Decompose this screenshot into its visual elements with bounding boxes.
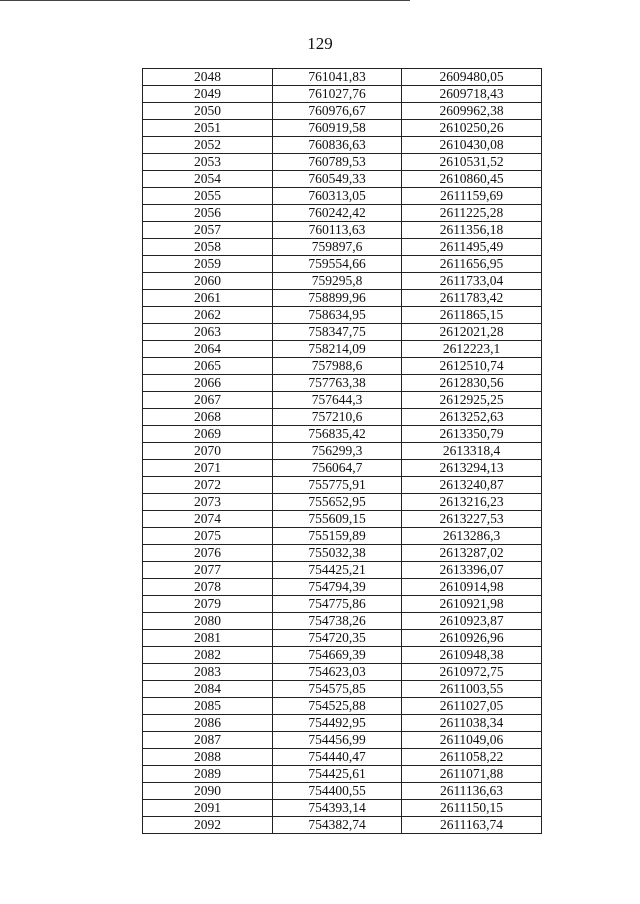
point-number-cell: 2075	[143, 528, 273, 545]
y-coordinate-cell: 2609480,05	[402, 69, 542, 86]
x-coordinate-cell: 759897,6	[273, 239, 402, 256]
top-rule	[0, 0, 410, 1]
y-coordinate-cell: 2611003,55	[402, 681, 542, 698]
point-number-cell: 2053	[143, 154, 273, 171]
y-coordinate-cell: 2611038,34	[402, 715, 542, 732]
point-number-cell: 2070	[143, 443, 273, 460]
y-coordinate-cell: 2613240,87	[402, 477, 542, 494]
table-row	[143, 715, 542, 732]
y-coordinate-cell: 2609718,43	[402, 86, 542, 103]
point-number-cell: 2086	[143, 715, 273, 732]
table-row	[143, 69, 542, 86]
table-row	[143, 137, 542, 154]
x-coordinate-cell: 760789,53	[273, 154, 402, 171]
coordinates-table	[142, 68, 542, 834]
x-coordinate-cell: 756835,42	[273, 426, 402, 443]
table-row	[143, 800, 542, 817]
x-coordinate-cell: 754382,74	[273, 817, 402, 834]
point-number-cell: 2060	[143, 273, 273, 290]
table-row	[143, 817, 542, 834]
point-number-cell: 2089	[143, 766, 273, 783]
y-coordinate-cell: 2610948,38	[402, 647, 542, 664]
table-row	[143, 154, 542, 171]
point-number-cell: 2050	[143, 103, 273, 120]
y-coordinate-cell: 2613287,02	[402, 545, 542, 562]
x-coordinate-cell: 754669,39	[273, 647, 402, 664]
table-row	[143, 647, 542, 664]
y-coordinate-cell: 2613252,63	[402, 409, 542, 426]
table-row	[143, 392, 542, 409]
table-row	[143, 273, 542, 290]
x-coordinate-cell: 754575,85	[273, 681, 402, 698]
point-number-cell: 2084	[143, 681, 273, 698]
table-row	[143, 256, 542, 273]
y-coordinate-cell: 2611150,15	[402, 800, 542, 817]
table-row	[143, 698, 542, 715]
y-coordinate-cell: 2612223,1	[402, 341, 542, 358]
y-coordinate-cell: 2611027,05	[402, 698, 542, 715]
point-number-cell: 2091	[143, 800, 273, 817]
point-number-cell: 2063	[143, 324, 273, 341]
y-coordinate-cell: 2610914,98	[402, 579, 542, 596]
x-coordinate-cell: 760549,33	[273, 171, 402, 188]
point-number-cell: 2088	[143, 749, 273, 766]
point-number-cell: 2052	[143, 137, 273, 154]
table-row	[143, 664, 542, 681]
point-number-cell: 2068	[143, 409, 273, 426]
x-coordinate-cell: 758214,09	[273, 341, 402, 358]
point-number-cell: 2087	[143, 732, 273, 749]
x-coordinate-cell: 754440,47	[273, 749, 402, 766]
y-coordinate-cell: 2611865,15	[402, 307, 542, 324]
y-coordinate-cell: 2612925,25	[402, 392, 542, 409]
point-number-cell: 2080	[143, 613, 273, 630]
point-number-cell: 2077	[143, 562, 273, 579]
table-row	[143, 460, 542, 477]
y-coordinate-cell: 2611783,42	[402, 290, 542, 307]
y-coordinate-cell: 2611071,88	[402, 766, 542, 783]
table-row	[143, 579, 542, 596]
x-coordinate-cell: 754794,39	[273, 579, 402, 596]
point-number-cell: 2079	[143, 596, 273, 613]
x-coordinate-cell: 755032,38	[273, 545, 402, 562]
point-number-cell: 2074	[143, 511, 273, 528]
x-coordinate-cell: 756299,3	[273, 443, 402, 460]
y-coordinate-cell: 2613294,13	[402, 460, 542, 477]
x-coordinate-cell: 757763,38	[273, 375, 402, 392]
y-coordinate-cell: 2613318,4	[402, 443, 542, 460]
x-coordinate-cell: 754738,26	[273, 613, 402, 630]
page-number: 129	[307, 34, 333, 53]
table-row	[143, 290, 542, 307]
table-row	[143, 120, 542, 137]
point-number-cell: 2081	[143, 630, 273, 647]
x-coordinate-cell: 759295,8	[273, 273, 402, 290]
table-row	[143, 545, 542, 562]
point-number-cell: 2061	[143, 290, 273, 307]
x-coordinate-cell: 760976,67	[273, 103, 402, 120]
point-number-cell: 2064	[143, 341, 273, 358]
table-row	[143, 239, 542, 256]
x-coordinate-cell: 760836,63	[273, 137, 402, 154]
x-coordinate-cell: 754492,95	[273, 715, 402, 732]
table-row	[143, 766, 542, 783]
table-row	[143, 511, 542, 528]
x-coordinate-cell: 754400,55	[273, 783, 402, 800]
y-coordinate-cell: 2611225,28	[402, 205, 542, 222]
y-coordinate-cell: 2611058,22	[402, 749, 542, 766]
y-coordinate-cell: 2611495,49	[402, 239, 542, 256]
y-coordinate-cell: 2610531,52	[402, 154, 542, 171]
table-row	[143, 103, 542, 120]
table-row	[143, 324, 542, 341]
x-coordinate-cell: 757988,6	[273, 358, 402, 375]
table-row	[143, 341, 542, 358]
x-coordinate-cell: 760313,05	[273, 188, 402, 205]
y-coordinate-cell: 2612830,56	[402, 375, 542, 392]
table-body	[143, 69, 542, 834]
table-row	[143, 222, 542, 239]
y-coordinate-cell: 2612021,28	[402, 324, 542, 341]
point-number-cell: 2051	[143, 120, 273, 137]
x-coordinate-cell: 754525,88	[273, 698, 402, 715]
table-row	[143, 596, 542, 613]
y-coordinate-cell: 2611356,18	[402, 222, 542, 239]
point-number-cell: 2056	[143, 205, 273, 222]
y-coordinate-cell: 2610926,96	[402, 630, 542, 647]
x-coordinate-cell: 755652,95	[273, 494, 402, 511]
table-row	[143, 171, 542, 188]
y-coordinate-cell: 2610250,26	[402, 120, 542, 137]
y-coordinate-cell: 2611136,63	[402, 783, 542, 800]
point-number-cell: 2057	[143, 222, 273, 239]
table-row	[143, 307, 542, 324]
x-coordinate-cell: 755775,91	[273, 477, 402, 494]
x-coordinate-cell: 756064,7	[273, 460, 402, 477]
table-row	[143, 562, 542, 579]
y-coordinate-cell: 2611159,69	[402, 188, 542, 205]
table-row	[143, 630, 542, 647]
table-row	[143, 613, 542, 630]
point-number-cell: 2072	[143, 477, 273, 494]
x-coordinate-cell: 758634,95	[273, 307, 402, 324]
table-row	[143, 426, 542, 443]
x-coordinate-cell: 755609,15	[273, 511, 402, 528]
point-number-cell: 2092	[143, 817, 273, 834]
table-row	[143, 477, 542, 494]
y-coordinate-cell: 2613350,79	[402, 426, 542, 443]
point-number-cell: 2085	[143, 698, 273, 715]
point-number-cell: 2073	[143, 494, 273, 511]
point-number-cell: 2059	[143, 256, 273, 273]
y-coordinate-cell: 2610430,08	[402, 137, 542, 154]
y-coordinate-cell: 2610923,87	[402, 613, 542, 630]
x-coordinate-cell: 754425,21	[273, 562, 402, 579]
y-coordinate-cell: 2611656,95	[402, 256, 542, 273]
table-row	[143, 443, 542, 460]
x-coordinate-cell: 757644,3	[273, 392, 402, 409]
point-number-cell: 2062	[143, 307, 273, 324]
point-number-cell: 2082	[143, 647, 273, 664]
point-number-cell: 2058	[143, 239, 273, 256]
x-coordinate-cell: 755159,89	[273, 528, 402, 545]
table-row	[143, 86, 542, 103]
point-number-cell: 2067	[143, 392, 273, 409]
table-row	[143, 783, 542, 800]
point-number-cell: 2090	[143, 783, 273, 800]
point-number-cell: 2065	[143, 358, 273, 375]
table-row	[143, 188, 542, 205]
point-number-cell: 2069	[143, 426, 273, 443]
point-number-cell: 2083	[143, 664, 273, 681]
y-coordinate-cell: 2609962,38	[402, 103, 542, 120]
x-coordinate-cell: 760113,63	[273, 222, 402, 239]
point-number-cell: 2078	[143, 579, 273, 596]
y-coordinate-cell: 2613227,53	[402, 511, 542, 528]
point-number-cell: 2076	[143, 545, 273, 562]
x-coordinate-cell: 754425,61	[273, 766, 402, 783]
x-coordinate-cell: 760919,58	[273, 120, 402, 137]
point-number-cell: 2055	[143, 188, 273, 205]
x-coordinate-cell: 759554,66	[273, 256, 402, 273]
table-row	[143, 732, 542, 749]
point-number-cell: 2071	[143, 460, 273, 477]
table-row	[143, 375, 542, 392]
y-coordinate-cell: 2610921,98	[402, 596, 542, 613]
table-row	[143, 749, 542, 766]
y-coordinate-cell: 2613396,07	[402, 562, 542, 579]
x-coordinate-cell: 754720,35	[273, 630, 402, 647]
x-coordinate-cell: 758347,75	[273, 324, 402, 341]
point-number-cell: 2049	[143, 86, 273, 103]
y-coordinate-cell: 2611163,74	[402, 817, 542, 834]
x-coordinate-cell: 758899,96	[273, 290, 402, 307]
y-coordinate-cell: 2611049,06	[402, 732, 542, 749]
y-coordinate-cell: 2610860,45	[402, 171, 542, 188]
y-coordinate-cell: 2610972,75	[402, 664, 542, 681]
point-number-cell: 2054	[143, 171, 273, 188]
x-coordinate-cell: 754775,86	[273, 596, 402, 613]
y-coordinate-cell: 2613286,3	[402, 528, 542, 545]
x-coordinate-cell: 760242,42	[273, 205, 402, 222]
table-row	[143, 409, 542, 426]
y-coordinate-cell: 2611733,04	[402, 273, 542, 290]
table-row	[143, 358, 542, 375]
table-row	[143, 494, 542, 511]
x-coordinate-cell: 754456,99	[273, 732, 402, 749]
point-number-cell: 2048	[143, 69, 273, 86]
x-coordinate-cell: 757210,6	[273, 409, 402, 426]
point-number-cell: 2066	[143, 375, 273, 392]
y-coordinate-cell: 2612510,74	[402, 358, 542, 375]
y-coordinate-cell: 2613216,23	[402, 494, 542, 511]
table-row	[143, 681, 542, 698]
x-coordinate-cell: 754393,14	[273, 800, 402, 817]
x-coordinate-cell: 754623,03	[273, 664, 402, 681]
table-row	[143, 205, 542, 222]
x-coordinate-cell: 761041,83	[273, 69, 402, 86]
x-coordinate-cell: 761027,76	[273, 86, 402, 103]
table-row	[143, 528, 542, 545]
